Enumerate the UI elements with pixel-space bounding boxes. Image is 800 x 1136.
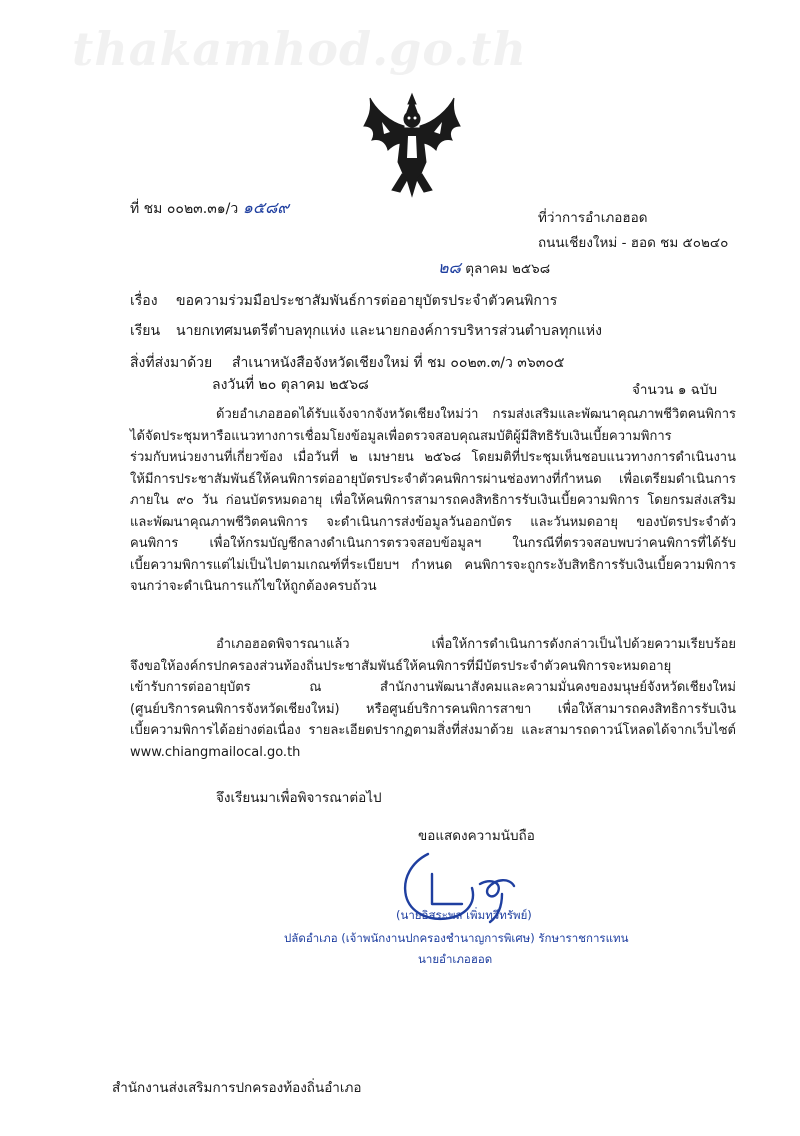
enclosure-label: สิ่งที่ส่งมาด้วย	[130, 355, 213, 371]
signer-name: (นายอิสระพล เพิ่มทวีทรัพย์)	[396, 908, 532, 922]
closing-sentence: จึงเรียนมาเพื่อพิจารณาต่อไป	[216, 790, 382, 806]
subject-label: เรื่อง	[130, 293, 158, 309]
signer-position: ปลัดอำเภอ (เจ้าพนักงานปกครองชำนาญการพิเศษ) รักษาราชการแทน	[284, 931, 629, 945]
paragraph-line: ได้จัดประชุมหารือแนวทางการเชื่อมโยงข้อมูลเพื่อตรวจสอบคุณสมบัติผู้มีสิทธิรับเงินเบี้ยความพิการ	[130, 428, 672, 444]
enclosure-quantity: จำนวน ๑ ฉบับ	[632, 382, 718, 398]
document-date	[438, 256, 550, 281]
date-day-handwritten: ๒๘	[438, 258, 461, 277]
document-number-label: ที่ ชม ๐๐๒๓.๓๑/ว	[130, 201, 239, 217]
office-address: ถนนเชียงใหม่ - ฮอด ชม ๕๐๒๔๐	[538, 235, 729, 251]
enclosure-line-1: สำเนาหนังสือจังหวัดเชียงใหม่ ที่ ชม ๐๐๒๓.๓/ว ๓๖๓๐๕	[232, 355, 565, 371]
paragraph-line: เข้ารับการต่ออายุบัตร ณ สำนักงานพัฒนาสังคมและความมั่นคงของมนุษย์จังหวัดเชียงใหม่	[130, 680, 736, 695]
subject-text: ขอความร่วมมือประชาสัมพันธ์การต่ออายุบัตรประจำตัวคนพิการ	[176, 293, 558, 309]
paragraph-line: อำเภอฮอดพิจารณาแล้ว เพื่อให้การดำเนินการดังกล่าวเป็นไปด้วยความเรียบร้อย	[216, 637, 736, 652]
signer-title: นายอำเภอฮอด	[418, 952, 493, 966]
watermark-text: thakamhod.go.th	[72, 22, 527, 76]
paragraph-line: และพัฒนาคุณภาพชีวิตคนพิการ จะดำเนินการส่งข้อมูลวันออกบัตร และวันหมดอายุ ของบัตรประจำตัว	[130, 514, 736, 530]
paragraph-line: จึงขอให้องค์กรปกครองส่วนท้องถิ่นประชาสัมพันธ์ให้คนพิการที่มีบัตรประจำตัวคนพิการจะหมดอายุ	[130, 658, 672, 674]
enclosure-line-2: ลงวันที่ ๒๐ ตุลาคม ๒๕๖๘	[212, 377, 369, 393]
recipient-text: นายกเทศมนตรีตำบลทุกแห่ง และนายกองค์การบริหารส่วนตำบลทุกแห่ง	[176, 323, 602, 339]
paragraph-line: ภายใน ๙๐ วัน ก่อนบัตรหมดอายุ เพื่อให้คนพิการสามารถคงสิทธิการรับเงินเบี้ยความพิการ โดยกรมส่งเสริม	[130, 493, 736, 508]
issuing-department: สำนักงานส่งเสริมการปกครองท้องถิ่นอำเภอ	[112, 1080, 362, 1096]
paragraph-line: จนกว่าจะดำเนินการแก้ไขให้ถูกต้องครบถ้วน	[130, 579, 377, 594]
office-name: ที่ว่าการอำเภอฮอด	[538, 210, 648, 226]
paragraph-line: ให้มีการประชาสัมพันธ์ให้คนพิการต่ออายุบัตรประจำตัวคนพิการผ่านช่องทางที่กำหนด เพื่อเตรียมดำเนินการ	[130, 471, 736, 487]
paragraph-line: ร่วมกับหน่วยงานที่เกี่ยวข้อง เมื่อวันที่ ๒ เมษายน ๒๕๖๘ โดยมติที่ประชุมเห็นชอบแนวทางการดำเนินงาน	[130, 450, 736, 465]
document-number	[130, 196, 289, 221]
paragraph-line: เบี้ยความพิการแต่ไม่เป็นไปตามเกณฑ์ที่ระเบียบฯ กำหนด คนพิการจะถูกระงับสิทธิการรับเงินเบี้ยความพิการ	[130, 557, 736, 573]
body-paragraph-2	[130, 634, 736, 763]
body-paragraph-1	[130, 404, 736, 598]
document-number-handwritten: ๑๕๘๙	[242, 198, 290, 217]
garuda-emblem	[362, 92, 462, 198]
website-url: www.chiangmailocal.go.th	[130, 744, 301, 760]
paragraph-line: (ศูนย์บริการคนพิการจังหวัดเชียงใหม่) หรือศูนย์บริการคนพิการสาขา เพื่อให้สามารถคงสิทธิการรับเงิน	[130, 701, 736, 717]
regards-text: ขอแสดงความนับถือ	[418, 828, 535, 844]
paragraph-line: คนพิการ เพื่อให้กรมบัญชีกลางดำเนินการตรวจสอบข้อมูลฯ ในกรณีที่ตรวจสอบพบว่าคนพิการที่ได้รับ	[130, 536, 736, 551]
recipient-label: เรียน	[130, 323, 161, 339]
paragraph-line: เบี้ยความพิการได้อย่างต่อเนื่อง รายละเอียดปรากฏตามสิ่งที่ส่งมาด้วย และสามารถดาวน์โหลดได้จากเว็บไซต์	[130, 723, 736, 738]
paragraph-line: ด้วยอำเภอฮอดได้รับแจ้งจากจังหวัดเชียงใหม่ว่า กรมส่งเสริมและพัฒนาคุณภาพชีวิตคนพิการ	[216, 407, 736, 422]
date-month-year: ตุลาคม ๒๕๖๘	[465, 261, 551, 277]
